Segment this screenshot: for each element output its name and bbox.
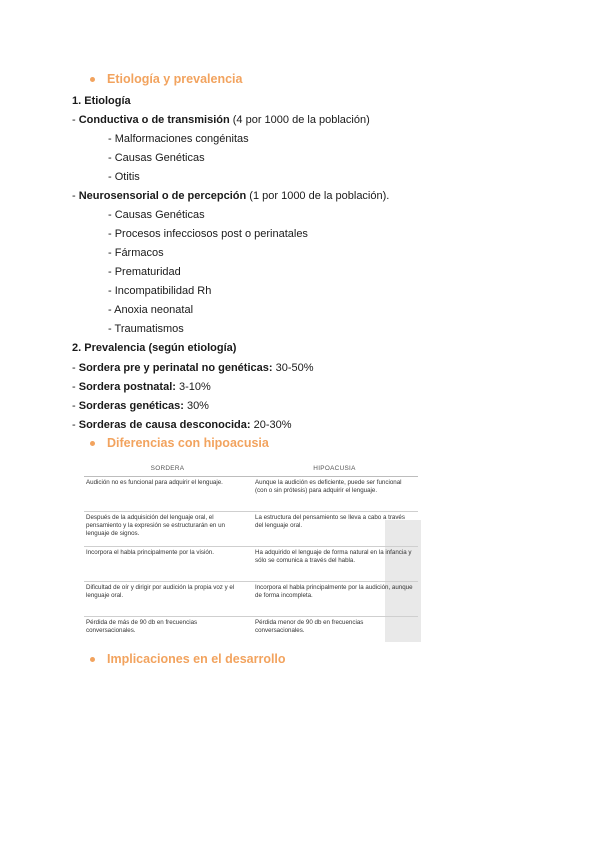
column-header-sordera: SORDERA (150, 465, 185, 472)
conductiva-line: - Conductiva o de transmisión (4 por 1000 de la población) (72, 114, 370, 126)
table-row (84, 477, 418, 512)
prevalencia-item: - Sorderas de causa desconocida: 20-30% (72, 419, 292, 431)
list-item: - Fármacos (108, 247, 164, 259)
table-cell: Después de la adquisición del lenguaje oral, el pensamiento y la expresión se estructurarán en un lenguaje de signos. (86, 514, 225, 537)
table-cell: Aunque la audición es deficiente, puede ser funcional (con o sin prótesis) para adquirir el lenguaje. (255, 479, 402, 494)
list-item: - Causas Genéticas (108, 152, 205, 164)
table-row (84, 617, 418, 647)
list-item: - Procesos infecciosos post o perinatales (108, 228, 308, 240)
list-item: - Malformaciones congénitas (108, 133, 249, 145)
etiologia-heading: 1. Etiología (72, 95, 131, 107)
list-item: - Incompatibilidad Rh (108, 285, 212, 297)
prevalencia-item: - Sordera postnatal: 3-10% (72, 381, 211, 393)
prevalencia-item: - Sordera pre y perinatal no genéticas: 30-50% (72, 362, 314, 374)
bullet-dot-icon (90, 657, 95, 662)
table-row (84, 512, 418, 547)
table-cell: Dificultad de oír y dirigir por audición la propia voz y el lenguaje oral. (86, 584, 235, 599)
table-cell: La estructura del pensamiento se lleva a cabo a través del lenguaje oral. (255, 514, 405, 529)
list-item: - Otitis (108, 171, 140, 183)
neurosensorial-line: - Neurosensorial o de percepción (1 por 1000 de la población). (72, 190, 390, 202)
table-row (84, 582, 418, 617)
table-cell: Audición no es funcional para adquirir el lenguaje. (86, 479, 223, 486)
section-heading-diferencias: Diferencias con hipoacusia (90, 436, 269, 450)
list-item: - Traumatismos (108, 323, 184, 335)
table-header (84, 462, 418, 477)
table-cell: Pérdida de más de 90 db en frecuencias conversacionales. (86, 619, 198, 634)
section-heading-etiologia: Etiología y prevalencia (90, 72, 242, 86)
list-item: - Causas Genéticas (108, 209, 205, 221)
section-heading-implicaciones: Implicaciones en el desarrollo (90, 652, 286, 666)
list-item: - Anoxia neonatal (108, 304, 194, 316)
column-header-hipoacusia: HIPOACUSIA (313, 465, 356, 472)
table-cell: Pérdida menor de 90 db en frecuencias conversacionales. (255, 619, 364, 634)
table-row (84, 547, 418, 582)
table-cell: Incorpora el habla principalmente por la audición, aunque de forma incompleta. (255, 584, 413, 599)
bullet-dot-icon (90, 441, 95, 446)
table-cell: Incorpora el habla principalmente por la visión. (86, 549, 214, 556)
comparison-table (84, 462, 418, 647)
prevalencia-item: - Sorderas genéticas: 30% (72, 400, 209, 412)
bullet-dot-icon (90, 77, 95, 82)
table-cell: Ha adquirido el lenguaje de forma natural en la infancia y sólo se comunica a través del habla. (255, 549, 412, 564)
list-item: - Prematuridad (108, 266, 181, 278)
prevalencia-heading: 2. Prevalencia (según etiología) (72, 342, 237, 354)
